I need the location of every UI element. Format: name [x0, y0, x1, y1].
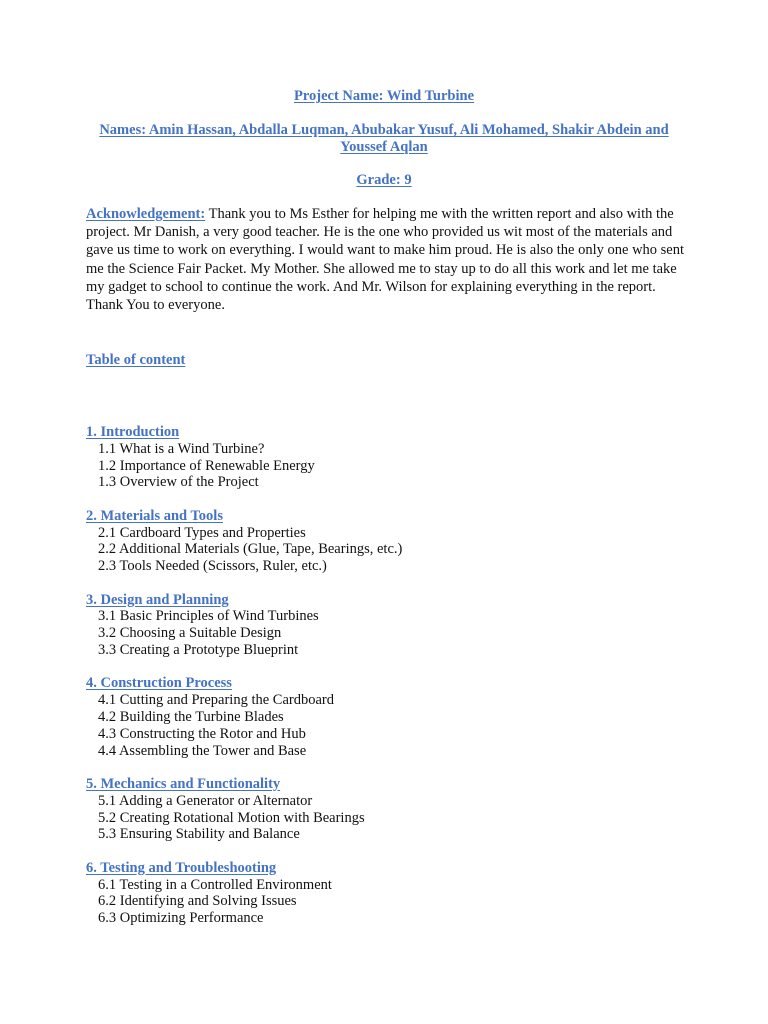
toc-heading — [86, 352, 185, 369]
toc-section-title[interactable]: 6. Testing and Troubleshooting — [86, 859, 277, 876]
toc-item: 5.3 Ensuring Stability and Balance — [98, 826, 300, 843]
toc-item: 1.2 Importance of Renewable Energy — [98, 457, 315, 474]
toc-item: 2.3 Tools Needed (Scissors, Ruler, etc.) — [98, 558, 327, 575]
acknowledgement-text: Thank you to Ms Esther for helping me with the written report and also with the project. Mr Danish, a very good teacher. He is the one who provided us wit most of the materials and gave us time to work on everything. I would want to make him proud. He is also the only one who sent me the Science Fair Packet. My Mother. She allowed me to stay up to do all this work and let me take my gadget to school to continue the work. And Mr. Wilson for explaining everything in the report. Thank You to everyone. — [86, 206, 685, 314]
toc-heading-link[interactable]: Table of content — [86, 352, 186, 368]
team-names — [86, 122, 682, 155]
toc-item: 1.1 What is a Wind Turbine? — [98, 440, 265, 457]
toc-section-introduction — [86, 424, 686, 491]
toc-item: 3.2 Choosing a Suitable Design — [98, 625, 282, 642]
toc-item: 4.3 Constructing the Rotor and Hub — [98, 725, 306, 742]
toc-item: 3.1 Basic Principles of Wind Turbines — [98, 608, 319, 625]
acknowledgement-label[interactable]: Acknowledgement: — [86, 206, 206, 222]
toc-section-title[interactable]: 3. Design and Planning — [86, 591, 229, 608]
toc-section-design — [86, 592, 686, 659]
acknowledgement-paragraph — [86, 205, 686, 314]
toc-item: 2.2 Additional Materials (Glue, Tape, Bearings, etc.) — [98, 541, 403, 558]
toc-item: 6.3 Optimizing Performance — [98, 910, 264, 927]
toc-section-title[interactable]: 2. Materials and Tools — [86, 507, 223, 524]
project-title-link[interactable]: Project Name: Wind Turbine — [293, 88, 475, 104]
toc-item: 6.2 Identifying and Solving Issues — [98, 893, 297, 910]
toc-item: 2.1 Cardboard Types and Properties — [98, 524, 306, 541]
table-of-contents — [86, 424, 686, 943]
toc-item: 6.1 Testing in a Controlled Environment — [98, 876, 332, 893]
toc-item: 4.1 Cutting and Preparing the Cardboard — [98, 692, 334, 709]
project-title — [86, 88, 682, 105]
toc-section-testing — [86, 860, 686, 927]
toc-item: 5.1 Adding a Generator or Alternator — [98, 792, 313, 809]
toc-item: 5.2 Creating Rotational Motion with Bearings — [98, 809, 365, 826]
toc-item: 3.3 Creating a Prototype Blueprint — [98, 641, 299, 658]
toc-section-title[interactable]: 5. Mechanics and Functionality — [86, 775, 281, 792]
toc-item: 1.3 Overview of the Project — [98, 474, 259, 491]
toc-section-construction — [86, 675, 686, 759]
team-names-link[interactable]: Names: Amin Hassan, Abdalla Luqman, Abubakar Yusuf, Ali Mohamed, Shakir Abdein and Youssef Aqlan — [99, 122, 669, 155]
toc-section-materials — [86, 508, 686, 575]
toc-section-title[interactable]: 1. Introduction — [86, 424, 180, 440]
toc-item: 4.2 Building the Turbine Blades — [98, 708, 284, 725]
grade-line — [86, 172, 682, 189]
grade-link[interactable]: Grade: 9 — [356, 172, 412, 188]
toc-section-title[interactable]: 4. Construction Process — [86, 675, 232, 692]
toc-section-mechanics — [86, 776, 686, 843]
toc-item: 4.4 Assembling the Tower and Base — [98, 742, 307, 759]
